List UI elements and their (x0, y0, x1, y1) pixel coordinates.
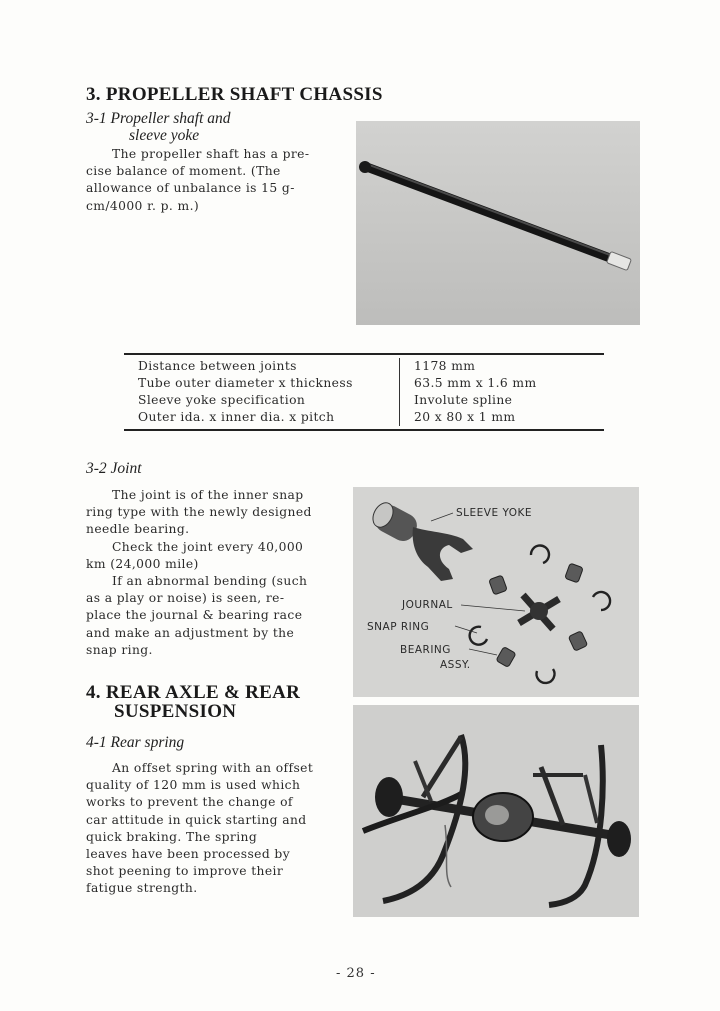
paragraph-line: cise balance of moment. (The (86, 164, 281, 179)
rear-axle-drawing (353, 705, 639, 917)
paragraph-line: needle bearing. (86, 522, 190, 537)
spec-value: 63.5 mm x 1.6 mm (414, 376, 537, 390)
spec-table (124, 358, 604, 426)
paragraph-line: and make an adjustment by the (86, 625, 295, 640)
table-row (124, 409, 604, 426)
paragraph-line: works to prevent the change of (86, 795, 293, 810)
paragraph-line: quality of 120 mm is used which (86, 778, 301, 793)
propeller-shaft-drawing (356, 121, 640, 325)
table-row (124, 358, 604, 375)
subsection-3-1-line2: sleeve yoke (129, 127, 200, 144)
spec-value: 20 x 80 x 1 mm (414, 410, 516, 424)
paragraph-line: If an abnormal bending (such (112, 574, 308, 589)
paragraph-line: snap ring. (86, 642, 153, 657)
spec-label: Distance between joints (124, 358, 400, 375)
rear-axle-photo (353, 705, 639, 917)
paragraph-line: shot peening to improve their (86, 864, 284, 879)
paragraph-line: quick braking. The spring (86, 829, 258, 844)
paragraph-line: An offset spring with an offset (112, 761, 314, 775)
spec-table-container (124, 353, 604, 431)
label-snap-ring: SNAP RING (367, 621, 430, 633)
paragraph-line: Check the joint every 40,000 (112, 539, 304, 554)
joint-exploded-photo (353, 487, 639, 697)
spec-label: Sleeve yoke specification (124, 392, 400, 409)
joint-exploded-drawing (353, 487, 639, 697)
rear-spring-paragraph (86, 760, 348, 898)
paragraph-line: The joint is of the inner snap (112, 488, 304, 502)
paragraph-line: fatigue strength. (86, 881, 198, 896)
paragraph-line: km (24,000 mile) (86, 556, 199, 571)
table-row (124, 375, 604, 392)
section-4-title-line1: 4. REAR AXLE & REAR (86, 682, 301, 703)
subsection-3-2-title: 3-2 Joint (86, 460, 142, 477)
spec-label: Outer ida. x inner dia. x pitch (124, 409, 400, 426)
page-number: - 28 - (336, 966, 376, 981)
paragraph-line: cm/4000 r. p. m.) (86, 198, 200, 213)
section-3-title: 3. PROPELLER SHAFT CHASSIS (86, 84, 383, 105)
label-bearing: BEARING (400, 644, 451, 656)
label-journal: JOURNAL (402, 599, 453, 611)
subsection-3-1-line1: 3-1 Propeller shaft and (86, 110, 231, 127)
paragraph-line: car attitude in quick starting and (86, 812, 307, 827)
spec-label: Tube outer diameter x thickness (124, 375, 400, 392)
subsection-4-1-title: 4-1 Rear spring (86, 734, 185, 751)
spec-value: Involute spline (414, 393, 513, 407)
paragraph-line: leaves have been processed by (86, 847, 291, 862)
paragraph-line: allowance of unbalance is 15 g- (86, 181, 295, 196)
paragraph-line: ring type with the newly designed (86, 505, 312, 520)
propeller-shaft-paragraph (86, 146, 346, 215)
section-4-title-line2: SUSPENSION (114, 701, 237, 722)
propeller-shaft-photo (356, 121, 640, 325)
label-sleeve-yoke: SLEEVE YOKE (456, 507, 533, 519)
joint-paragraph (86, 487, 348, 659)
section-4-title (86, 683, 300, 721)
paragraph-line: The propeller shaft has a pre- (112, 147, 310, 161)
label-assy: ASSY. (440, 659, 471, 671)
subsection-3-1-title (86, 110, 231, 144)
paragraph-line: as a play or noise) is seen, re- (86, 591, 285, 606)
spec-value: 1178 mm (414, 359, 476, 373)
table-row (124, 392, 604, 409)
paragraph-line: place the journal & bearing race (86, 608, 303, 623)
